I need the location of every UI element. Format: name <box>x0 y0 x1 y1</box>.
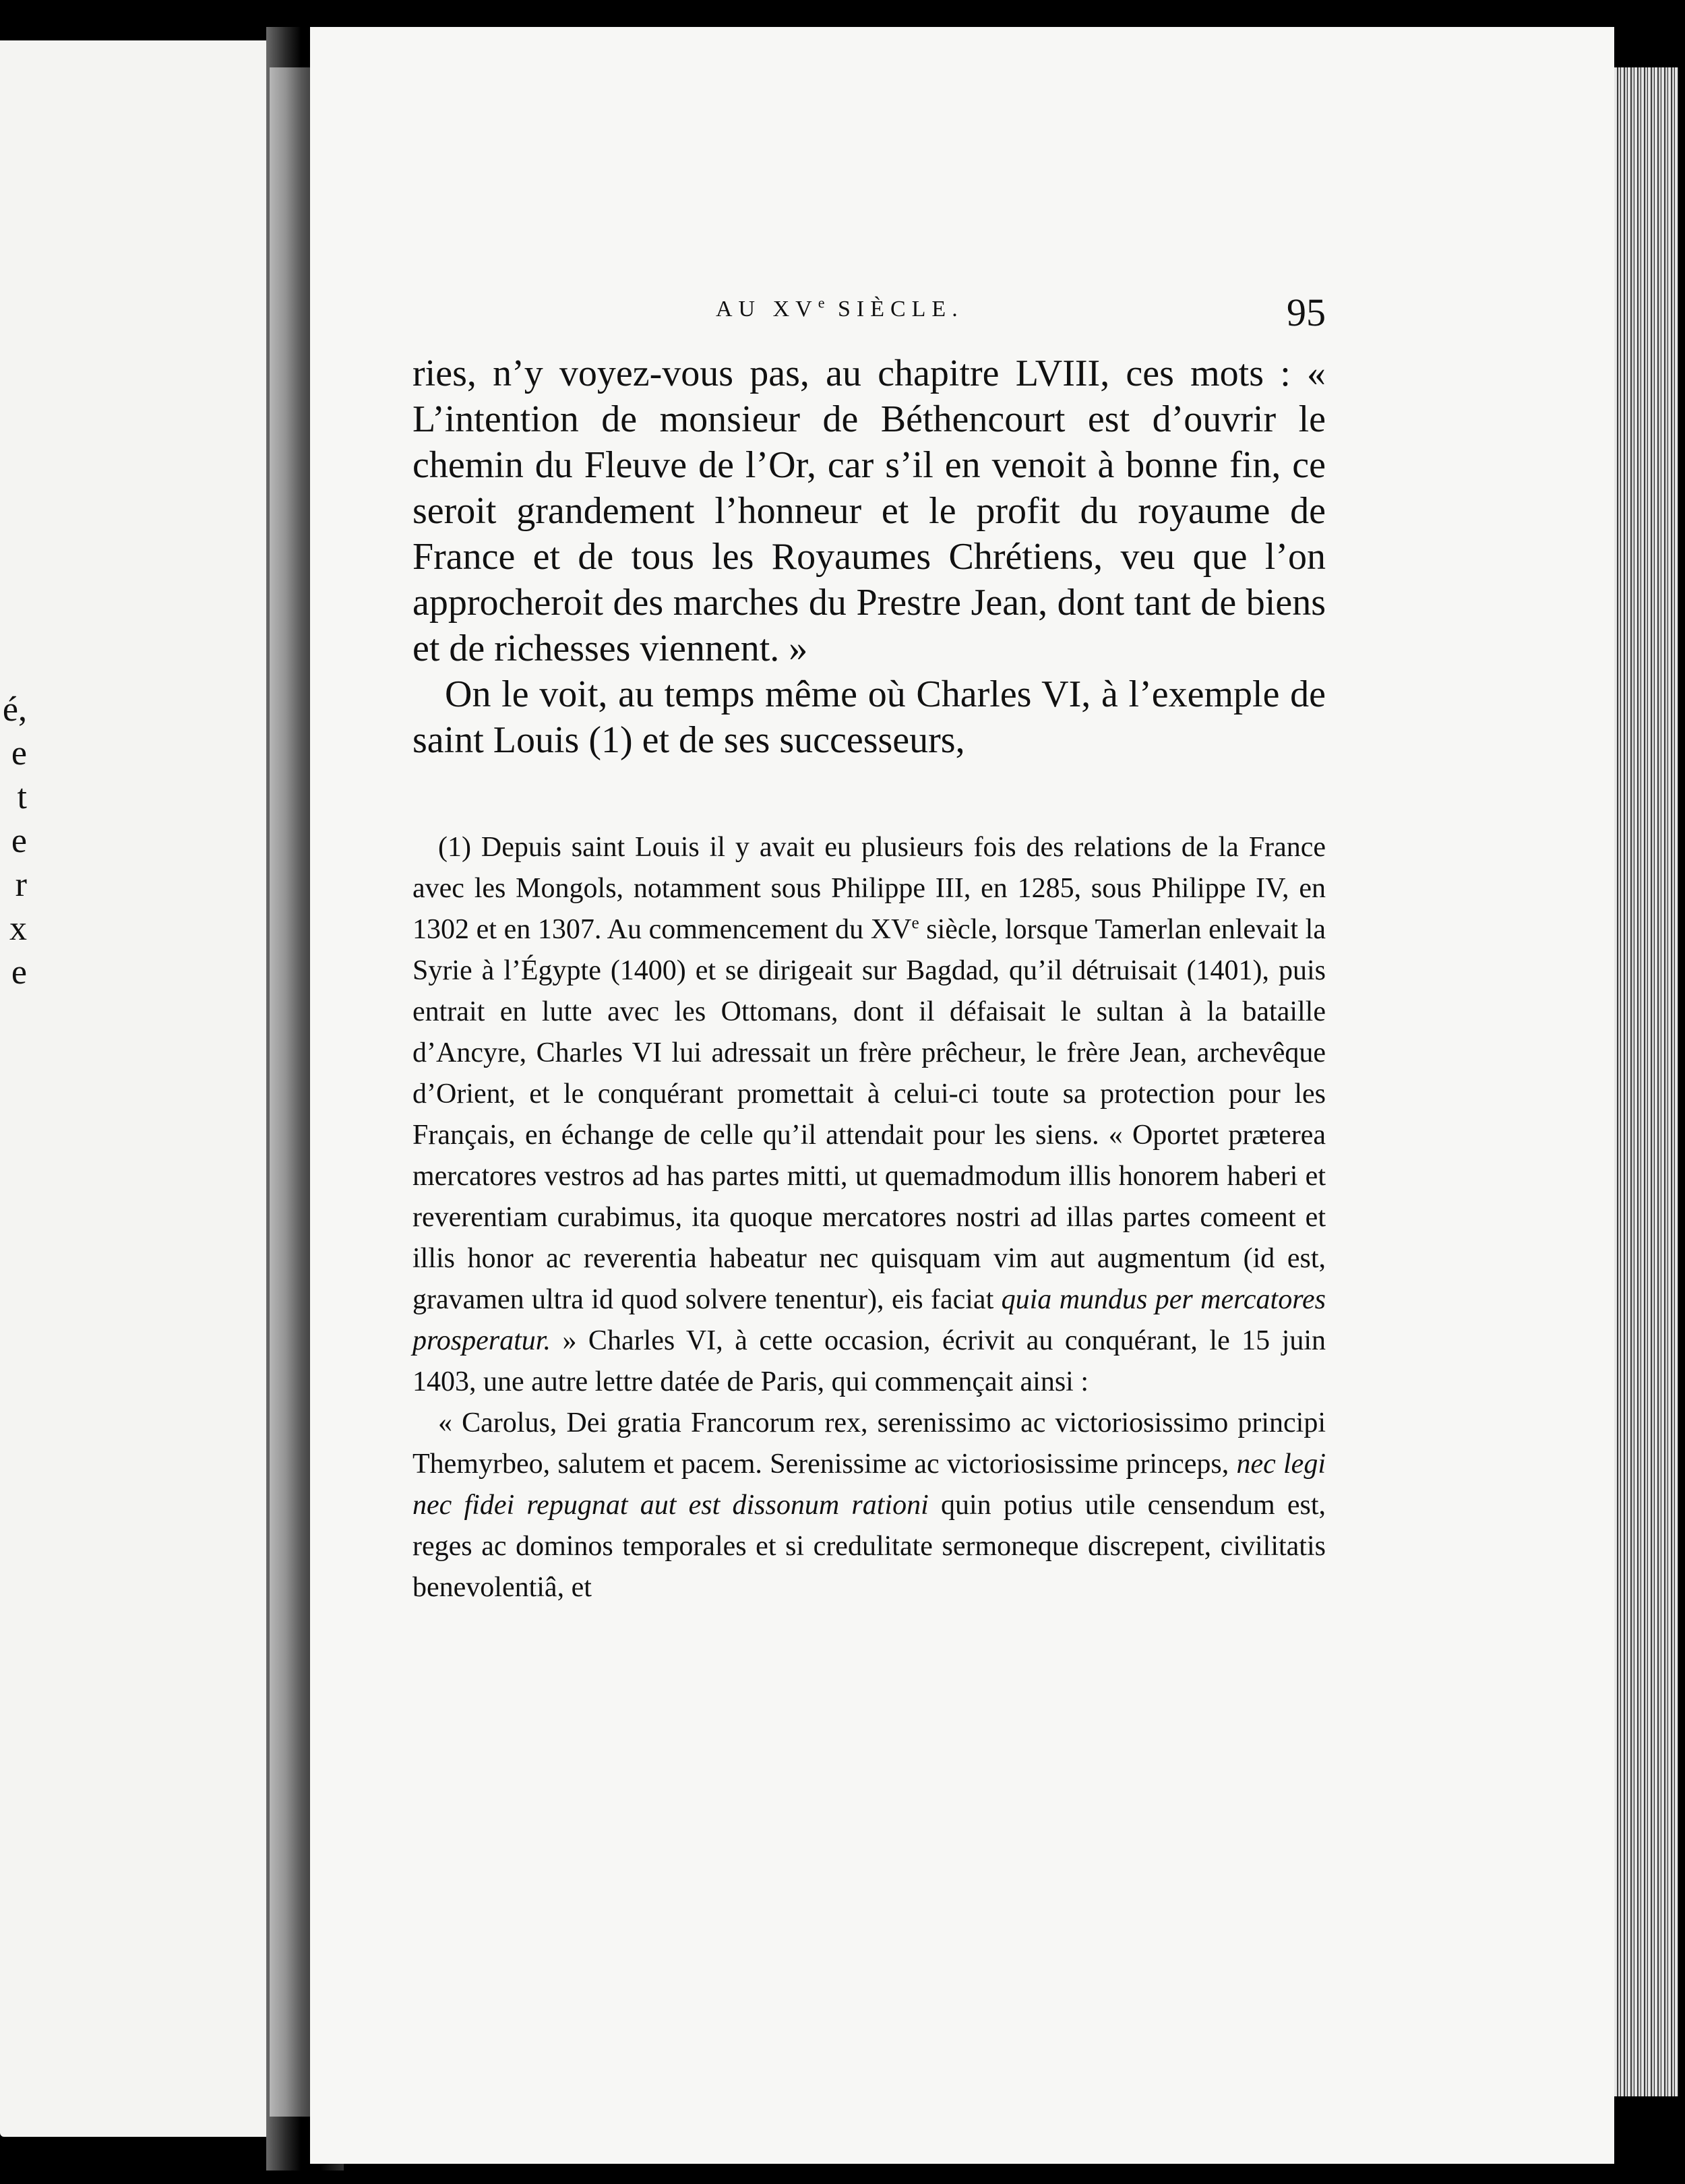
edge-letter: r <box>15 866 27 904</box>
body-paragraph: On le voit, au temps même où Charles VI, à l’exemple de saint Louis (1) et de ses successeurs, <box>412 673 1326 761</box>
edge-letter: e <box>11 822 27 860</box>
page-number: 95 <box>1287 291 1326 334</box>
edge-letter: é, <box>2 690 27 729</box>
gutter-shadow <box>270 67 310 2117</box>
main-text <box>412 351 1326 763</box>
footnote <box>412 827 1326 1608</box>
page-content <box>412 291 1326 1608</box>
footnote-quote: « Carolus, Dei gratia Francorum rex, serenissimo ac victoriosissimo principi Themyrbeo, salutem et pacem. Serenissime ac victoriosissime princeps, nec legi nec fidei repugnat aut est dissonum rationi quin potius utile censendum est, reges ac dominos temporales et si credulitate sermoneque discrepent, civilitatis benevolentiâ, et <box>412 1407 1326 1603</box>
edge-letter: e <box>11 734 27 772</box>
facing-left-page <box>0 40 266 2137</box>
left-page-edge-text <box>0 688 27 994</box>
running-title: AU XVe SIÈCLE. <box>716 294 964 322</box>
body-paragraph: ries, n’y voyez-vous pas, au chapitre LVIII, ces mots : « L’intention de monsieur de Béthencourt est d’ouvrir le chemin du Fleuve de l’Or, car s’il en venoit à bonne fin, ce seroit grandement l’honneur et le profit du royaume de France et de tous les Royaumes Chrétiens, veu que l’on approcheroit des marches du Prestre Jean, dont tant de biens et de richesses viennent. » <box>412 353 1326 669</box>
running-head <box>412 291 1326 351</box>
edge-letter: e <box>11 953 27 992</box>
page-edges <box>1614 67 1678 2096</box>
edge-letter: t <box>17 778 27 816</box>
footnote-paragraph: (1) Depuis saint Louis il y avait eu plusieurs fois des relations de la France avec les Mongols, notamment sous Philippe III, en 1285, sous Philippe IV, en 1302 et en 1307. Au commencement du XVe siècle, lorsque Tamerlan enlevait la Syrie à l’Égypte (1400) et se dirigeait sur Bagdad, qu’il détruisait (1401), puis entrait en lutte avec les Ottomans, dont il défaisait le sultan à la bataille d’Ancyre, Charles VI lui adressait un frère prêcheur, le frère Jean, archevêque d’Orient, et le conquérant promettait à celui-ci toute sa protection pour les Français, en échange de celle qu’il attendait pour les siens. « Oportet præterea mercatores vestros ad has partes mitti, ut quemadmodum illis honorem haberi et reverentiam curabimus, ita quoque mercatores nostri ad illas partes comeent et illis honor ac reverentia habeatur nec quisquam vim aut augmentum (id est, gravamen ultra id quod solvere tenentur), eis faciat quia mundus per mercatores prosperatur. » Charles VI, à cette occasion, écrivit au conquérant, le 15 juin 1403, une autre lettre datée de Paris, qui commençait ainsi : <box>412 832 1326 1397</box>
edge-letter: x <box>9 909 27 948</box>
